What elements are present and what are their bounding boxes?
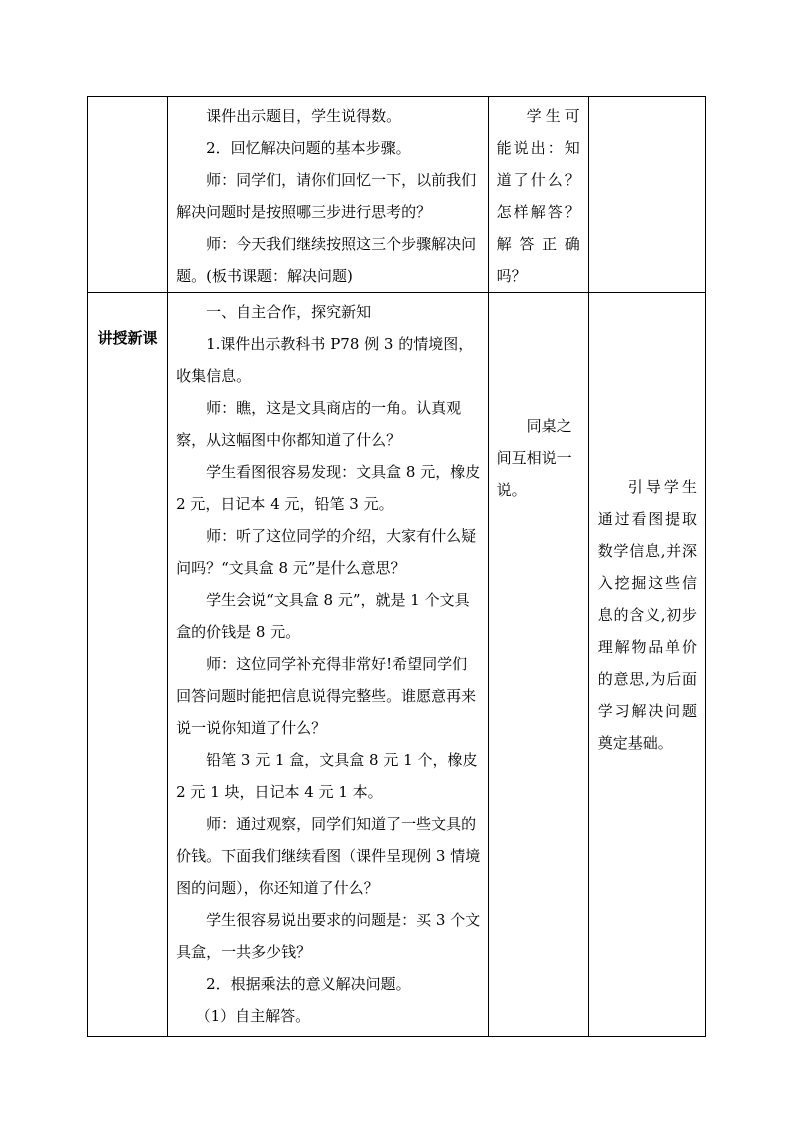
paragraph: （1）自主解答。 <box>195 1007 311 1025</box>
paragraph: 一、自主合作，探究新知 <box>206 303 372 321</box>
paragraph: 师：这位同学补充得非常好!希望同学们回答问题时能把信息说得完整些。谁愿意再来说一说你知道了什么？ <box>176 655 477 737</box>
teaching-process-cell <box>168 97 489 293</box>
paragraph: 师：今天我们继续按照这三个步骤解决问题。(板书课题：解决问题) <box>176 235 477 285</box>
paragraph: 2．回忆解决问题的基本步骤。 <box>206 139 411 157</box>
paragraph: 师：瞧，这是文具商店的一角。认真观察，从这幅图中你都知道了什么？ <box>176 399 462 449</box>
paragraph: 学生很容易说出要求的问题是：买 3 个文具盒，一共多少钱？ <box>176 911 481 961</box>
paragraph: 铅笔 3 元 1 盒，文具盒 8 元 1 个，橡皮 2 元 1 块，日记本 4 元 1 本。 <box>176 751 478 801</box>
paragraph: 师：通过观察，同学们知道了一些文具的价钱。下面我们继续看图（课件呈现例 3 情境图的问题），你还知道了什么？ <box>176 815 481 897</box>
paragraph: 学生会说“文具盒 8 元”，就是 1 个文具盒的价钱是 8 元。 <box>176 591 470 641</box>
student-activity-cell <box>488 293 588 1037</box>
paragraph: 师：听了这位同学的介绍，大家有什么疑问吗？“文具盒 8 元”是什么意思？ <box>176 527 477 577</box>
paragraph: 同桌之间互相说一说。 <box>496 417 572 499</box>
lesson-plan-table <box>87 96 706 1037</box>
table-row <box>88 293 706 1037</box>
paragraph: 2．根据乘法的意义解决问题。 <box>206 975 411 993</box>
section-cell <box>88 97 168 293</box>
teaching-process-cell <box>168 293 489 1037</box>
paragraph: 引导学生通过看图提取数学信息,并深入挖掘这些信息的含义,初步理解物品单价的意思,为后面学习解决问题奠定基础。 <box>597 478 697 752</box>
section-label: 讲授新课 <box>88 293 168 1037</box>
paragraph: 学生看图很容易发现：文具盒 8 元，橡皮 2 元，日记本 4 元，铅笔 3 元。 <box>176 463 481 513</box>
student-activity-cell <box>488 97 588 293</box>
paragraph: 师：同学们，请你们回忆一下，以前我们解决问题时是按照哪三步进行思考的？ <box>176 171 477 221</box>
paragraph: 课件出示题目，学生说得数。 <box>206 107 402 125</box>
design-intent-cell <box>588 293 705 1037</box>
paragraph: 学生可能说出：知道了什么？怎样解答？解答正确吗？ <box>496 107 580 285</box>
paragraph: 1.课件出示教科书 P78 例 3 的情境图，收集信息。 <box>176 335 474 385</box>
design-intent-cell <box>588 97 705 293</box>
table-row <box>88 97 706 293</box>
